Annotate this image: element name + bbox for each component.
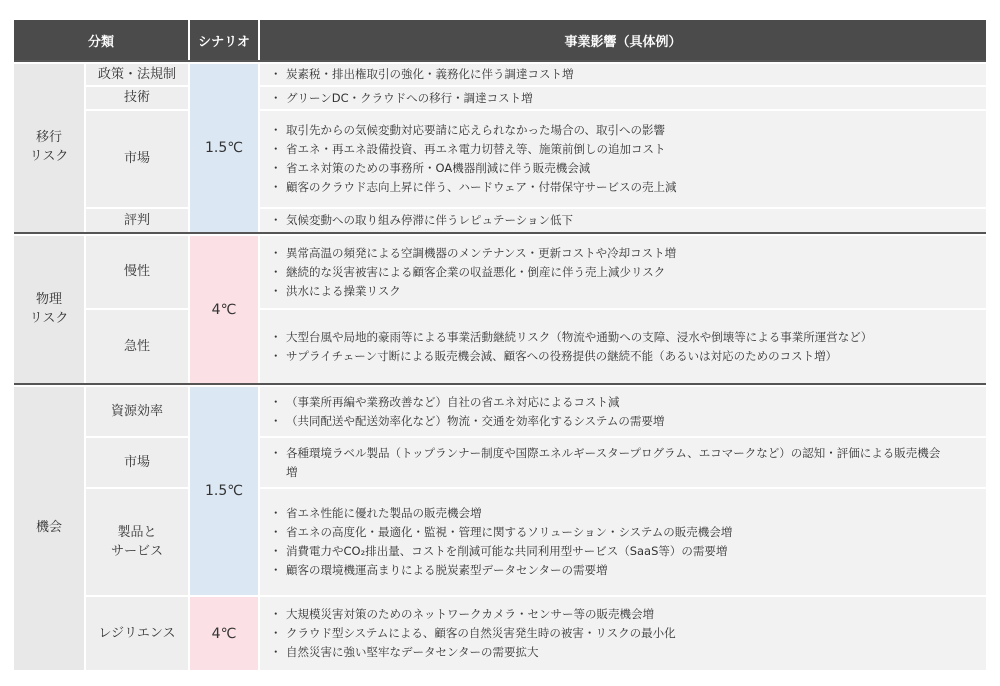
impact-item: ・ 消費電力やCO₂排出量、コストを削減可能な共同利用型サービス（SaaS等）の需要増	[270, 542, 974, 561]
subcategory-resource-efficiency: 資源効率	[86, 387, 188, 436]
impact-item: ・ 省エネ・再エネ設備投資、再エネ電力切替え等、施策前倒しの追加コスト	[270, 140, 974, 159]
impact-cell-chronic	[260, 236, 986, 308]
impact-item: ・ 異常高温の頻発による空調機器のメンテナンス・更新コストや冷却コスト増	[270, 244, 974, 263]
subcategory-chronic: 慢性	[86, 236, 188, 308]
impact-cell-market	[260, 438, 986, 487]
impact-item: ・ 取引先からの気候変動対応要請に応えられなかった場合の、取引への影響	[270, 121, 974, 140]
impact-cell-resilience	[260, 597, 986, 670]
subcategory-reputation: 評判	[86, 209, 188, 232]
category-opportunity: 機会	[14, 387, 84, 670]
impact-item: ・ （共同配送や配送効率化など）物流・交通を効率化するシステムの需要増	[270, 412, 974, 431]
subcategory-policy: 政策・法規制	[86, 64, 188, 85]
subcategory-technology: 技術	[86, 87, 188, 109]
impact-item: ・ 省エネ対策のための事務所・OA機器削減に伴う販売機会減	[270, 159, 974, 178]
subcategory-resilience: レジリエンス	[86, 597, 188, 670]
impact-cell-technology	[260, 87, 986, 109]
scenario-opportunity-4: 4℃	[190, 597, 258, 670]
impact-cell-market	[260, 111, 986, 207]
header-scenario: シナリオ	[190, 20, 258, 60]
impact-item: ・ 大規模災害対策のためのネットワークカメラ・センサー等の販売機会増	[270, 605, 974, 624]
impact-item: ・ 炭素税・排出権取引の強化・義務化に伴う調達コスト増	[270, 65, 974, 84]
impact-item: ・ 気候変動への取り組み停滞に伴うレピュテーション低下	[270, 211, 974, 230]
scenario-opportunity-1-5: 1.5℃	[190, 387, 258, 595]
impact-cell-resource-efficiency	[260, 387, 986, 436]
section-divider	[14, 60, 986, 62]
category-physical-risk: 物理 リスク	[14, 236, 84, 383]
impact-item: ・ クラウド型システムによる、顧客の自然災害発生時の被害・リスクの最小化	[270, 624, 974, 643]
impact-item: ・ 洪水による操業リスク	[270, 282, 974, 301]
header-impact: 事業影響（具体例）	[260, 20, 986, 60]
impact-item: ・ グリーンDC・クラウドへの移行・調達コスト増	[270, 89, 974, 108]
impact-cell-acute	[260, 310, 986, 383]
impact-item: ・ 省エネ性能に優れた製品の販売機会増	[270, 504, 974, 523]
impact-cell-reputation	[260, 209, 986, 232]
impact-cell-products-services	[260, 489, 986, 595]
section-divider	[14, 383, 986, 385]
subcategory-acute: 急性	[86, 310, 188, 383]
subcategory-market: 市場	[86, 438, 188, 487]
subcategory-market: 市場	[86, 111, 188, 207]
impact-item: ・ サプライチェーン寸断による販売機会減、顧客への役務提供の継続不能（あるいは対応のためのコスト増）	[270, 347, 946, 366]
scenario-transition: 1.5℃	[190, 64, 258, 232]
header-category: 分類	[14, 20, 188, 60]
impact-item: ・ 顧客の環境機運高まりによる脱炭素型データセンターの需要増	[270, 561, 974, 580]
impact-item: ・ 継続的な災害被害による顧客企業の収益悪化・倒産に伴う売上減少リスク	[270, 263, 974, 282]
impact-cell-policy	[260, 64, 986, 85]
scenario-physical: 4℃	[190, 236, 258, 383]
impact-item: ・ 省エネの高度化・最適化・監視・管理に関するソリューション・システムの販売機会増	[270, 523, 974, 542]
impact-item: ・ 自然災害に強い堅牢なデータセンターの需要拡大	[270, 643, 974, 662]
impact-item: ・ 大型台風や局地的豪雨等による事業活動継続リスク（物流や通勤への支障、浸水や倒壊等による事業所運営など）	[270, 328, 946, 347]
section-divider	[14, 232, 986, 234]
impact-item: ・ 顧客のクラウド志向上昇に伴う、ハードウェア・付帯保守サービスの売上減	[270, 178, 974, 197]
subcategory-products-services: 製品と サービス	[86, 489, 188, 595]
impact-item: ・ （事業所再編や業務改善など）自社の省エネ対応によるコスト減	[270, 393, 974, 412]
category-transition-risk: 移行 リスク	[14, 64, 84, 232]
impact-item: ・ 各種環境ラベル製品（トップランナー制度や国際エネルギースタープログラム、エコマークなど）の認知・評価による販売機会増	[270, 444, 946, 482]
